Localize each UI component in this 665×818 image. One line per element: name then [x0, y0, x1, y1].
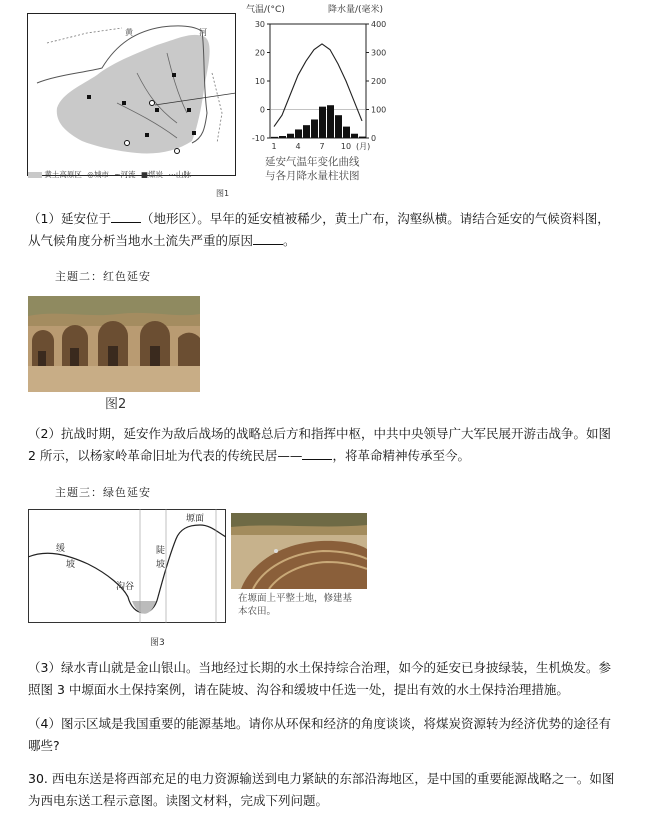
- q2-line2a: 2 所示，以杨家岭革命旧址为代表的传统民居——: [28, 448, 303, 463]
- q1-text-c: 从气候角度分析当地水土流失严重的原因: [28, 233, 254, 248]
- q3-line2: 照图 3 中塬面水土保持案例，请在陡坡、沟谷和缓坡中任选一处，提出有效的水土保持治理措施。: [28, 682, 569, 697]
- chart-caption-line2: 与各月降水量柱状图: [265, 170, 360, 182]
- map-label-1: 黄: [125, 28, 133, 37]
- precip-bar: [287, 134, 294, 138]
- precip-bar: [303, 125, 310, 138]
- chart-ylabel-right: 降水量/(毫米): [328, 5, 384, 15]
- chart-caption: [265, 155, 360, 183]
- precip-bar: [335, 115, 342, 138]
- fig2-photo: [28, 296, 200, 392]
- label-gentle-2: 坡: [66, 560, 76, 570]
- q1-blank-1[interactable]: [111, 212, 141, 223]
- question-2: [28, 423, 640, 467]
- y-right-tick-label: 300: [371, 48, 387, 58]
- legend-coal: 煤炭: [148, 170, 163, 179]
- legend-city: 城市: [93, 170, 109, 179]
- y-left-tick-label: 20: [254, 48, 265, 58]
- y-left-tick-label: 0: [259, 105, 265, 115]
- label-tableland: 塬面: [186, 514, 205, 524]
- precip-bar: [359, 137, 366, 138]
- q1-text-b: （地形区）。早年的延安植被稀少，黄土广布，沟壑纵横。请结合延安的气候资料图，: [140, 211, 610, 226]
- label-steep-2: 坡: [156, 560, 166, 570]
- q1-blank-2[interactable]: [253, 234, 283, 245]
- y-left-tick-label: 10: [254, 77, 265, 86]
- legend-mountain: 山脉: [175, 170, 191, 179]
- fig1-map: [27, 13, 236, 176]
- photo-caption-line1: 在塬面上平整土地，修建基: [238, 593, 353, 604]
- fig1-caption: 图1: [216, 189, 230, 198]
- question-3: [28, 657, 640, 701]
- x-tick-label: 4: [295, 142, 301, 151]
- q30-line1: 30. 西电东送是将西部充足的电力资源输送到电力紧缺的东部沿海地区，是中国的重要能源战略之一。如图: [28, 771, 615, 786]
- theme-2-heading: 主题二：红色延安: [55, 270, 151, 283]
- x-axis-unit: (月): [356, 142, 371, 151]
- fig3-photo-caption: [238, 592, 352, 618]
- y-right-tick-label: 0: [371, 134, 377, 143]
- x-tick-label: 7: [319, 142, 325, 151]
- y-right-tick-label: 200: [371, 77, 387, 86]
- legend-loess: 黄土高原区: [44, 170, 82, 179]
- fig1-legend: 黄土高原区 ◎城市 ~河流 ■煤炭 ⋯山脉: [28, 169, 243, 180]
- photo-caption-line2: 本农田。: [238, 606, 277, 617]
- y-left-tick-label: -10: [251, 134, 265, 143]
- precip-bar: [351, 134, 358, 138]
- precip-bar: [327, 105, 334, 138]
- q1-text-d: 。: [283, 233, 296, 248]
- fig3-photo: [231, 513, 367, 589]
- fig3-diagram: [28, 509, 226, 623]
- q3-line1: （3）绿水青山就是金山银山。当地经过长期的水土保持综合治理，如今的延安已身披绿装，生机焕发。参: [28, 660, 611, 675]
- label-gentle-1: 缓: [56, 544, 66, 554]
- temperature-line: [274, 44, 362, 127]
- precip-bar: [271, 137, 278, 138]
- precip-bar: [295, 129, 302, 138]
- legend-river: 河流: [120, 170, 136, 179]
- q2-blank[interactable]: [302, 449, 332, 460]
- precip-bar: [311, 119, 318, 138]
- fig3-caption: 图3: [150, 638, 165, 648]
- x-tick-label: 1: [271, 142, 277, 151]
- label-gully: 沟谷: [116, 582, 135, 592]
- precip-bar: [319, 107, 326, 138]
- q2-line1: （2）抗战时期，延安作为敌后战场的战略总后方和指挥中枢，中共中央领导广大军民展开游击战争。如图: [28, 426, 611, 441]
- question-1: [28, 208, 640, 252]
- q1-text-a: （1）延安位于: [28, 211, 111, 226]
- precip-bar: [279, 136, 286, 138]
- q30-line2: 为西电东送工程示意图。读图文材料，完成下列问题。: [28, 793, 329, 808]
- y-right-tick-label: 400: [371, 20, 387, 29]
- y-left-tick-label: 30: [254, 20, 265, 29]
- climate-chart: [238, 0, 388, 160]
- q2-line2b: ，将革命精神传承至今。: [332, 448, 470, 463]
- q4-line2: 哪些?: [28, 738, 60, 753]
- chart-ylabel-left: 气温/(°C): [246, 5, 285, 15]
- label-steep-1: 陡: [156, 546, 166, 556]
- map-label-2: 河: [199, 28, 207, 37]
- y-right-tick-label: 100: [371, 105, 387, 115]
- x-tick-label: 10: [340, 142, 352, 151]
- theme-3-heading: 主题三：绿色延安: [55, 486, 151, 499]
- question-30: [28, 768, 640, 812]
- precip-bar: [343, 127, 350, 138]
- fig2-caption: 图2: [105, 397, 127, 412]
- question-4: [28, 713, 640, 757]
- q4-line1: （4）图示区域是我国重要的能源基地。请你从环保和经济的角度谈谈，将煤炭资源转为经济优势的途径有: [28, 716, 611, 731]
- chart-caption-line1: 延安气温年变化曲线: [265, 156, 360, 168]
